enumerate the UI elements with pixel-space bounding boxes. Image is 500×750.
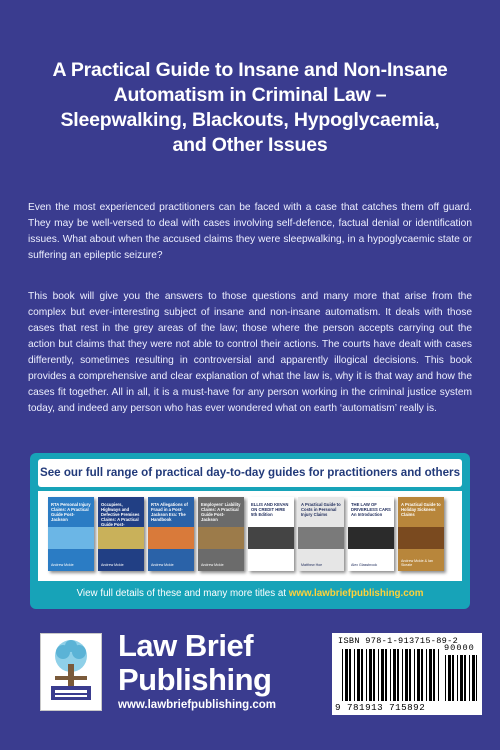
title-line-1: A Practical Guide to Insane and Non-Insane (52, 59, 448, 81)
barcode-addon-number: 90000 (444, 643, 475, 653)
book-cover-title: A Practical Guide to Costs in Personal Injury Claims (301, 502, 341, 517)
publisher-name-line-1: Law Brief (118, 628, 254, 663)
book-cover-author: Alex Glassbrook (351, 563, 378, 567)
barcode-addon-bars (445, 655, 477, 701)
book-cover-image (148, 527, 194, 549)
book-cover-strip (38, 491, 462, 581)
book-cover-author: Andrew Mckie (51, 563, 74, 567)
publisher-logo (40, 633, 102, 711)
publisher-url[interactable]: www.lawbriefpublishing.com (118, 699, 277, 711)
book-cover-author: Matthew Hoe (301, 563, 323, 567)
book-cover-title: THE LAW OF DRIVERLESS CARS An Introduction (351, 502, 391, 517)
book-cover (148, 497, 194, 571)
title-line-3: Sleepwalking, Blackouts, Hypoglycaemia, (60, 109, 440, 131)
book-cover-title: RTA Allegations of Fraud in a Post-Jackson Era: The Handbook (151, 502, 188, 522)
isbn-barcode (332, 633, 482, 715)
book-cover-image (398, 527, 444, 549)
barcode-bars (342, 649, 440, 701)
guides-footer-text: View full details of these and many more titles at (76, 588, 289, 599)
book-cover (298, 497, 344, 571)
book-cover-title: Occupiers, Highways and Defective Premises Claims: A Practical Guide Post- (101, 502, 140, 527)
blurb-paragraph-2: This book will give you the answers to those questions and many more that arise from the complex but ever-interesting subject of insane and non-insane automatism. It deals with those cases that rest in the grey areas of the law; those where the person accepts carrying out the action but claims that they were not able to control their actions. The courts have dealt with cases differently, sometimes resulting in controversial and apparently illogical decisions. This book provides a comprehensive and clear explanation of what the law is, why it is that way and how the cases fit together. All in all, it is a must-have for any person working in the criminal justice system today, and indeed any person who has ever wondered what on earth ‘automatism’ really is. (28, 291, 472, 414)
book-cover-title: RTA Personal Injury Claims: A Practical Guide Post-Jackson (51, 502, 91, 522)
title-line-4: and Other Issues (172, 134, 328, 156)
book-cover-title: ELLIS AND KEVAN ON CREDIT HIRE 5th Edition (251, 502, 289, 517)
book-cover (398, 497, 444, 571)
guides-footer-link[interactable]: www.lawbriefpublishing.com (288, 588, 424, 599)
book-cover-title: A Practical Guide to Holiday Sickness Claims (401, 502, 441, 517)
book-cover-image (98, 527, 144, 549)
practical-guides-panel (30, 453, 470, 609)
publisher-name-line-2: Publishing (118, 662, 272, 697)
book-cover-image (348, 527, 394, 549)
guides-footer (38, 585, 462, 603)
publisher-name (118, 629, 271, 697)
book-cover-image (48, 527, 94, 549)
book-cover-author: Andrew Mckie (101, 563, 124, 567)
book-cover-author: Andrew Mckie & Ian Skeate (401, 559, 433, 567)
book-cover-image (298, 527, 344, 549)
back-cover-title (20, 58, 480, 158)
book-cover-title: Employers' Liability Claims: A Practical Guide Post-Jackson (201, 502, 241, 522)
book-cover (248, 497, 294, 571)
guides-heading: See our full range of practical day-to-day guides for practitioners and others (38, 459, 462, 487)
isbn-text: ISBN 978-1-913715-89-2 (338, 636, 459, 646)
book-cover-author: Andrew Mckie (151, 563, 174, 567)
book-cover-image (248, 527, 294, 549)
book-cover (348, 497, 394, 571)
title-line-2: Automatism in Criminal Law – (113, 84, 387, 106)
barcode-number: 9 781913 715892 (335, 702, 426, 713)
book-cover (198, 497, 244, 571)
book-cover (48, 497, 94, 571)
blurb-paragraph-1: Even the most experienced practitioners can be faced with a case that catches them off guard. They may be well-versed to deal with cases involving self-defence, factual denial or identification issues. What about when the accused claims they were sleepwalking, in a hypoglycaemic state or suffering an epileptic seizure? (28, 202, 472, 261)
book-cover-image (198, 527, 244, 549)
book-cover (98, 497, 144, 571)
book-cover-author: Andrew Mckie (201, 563, 224, 567)
tree-emblem-icon (41, 634, 101, 710)
